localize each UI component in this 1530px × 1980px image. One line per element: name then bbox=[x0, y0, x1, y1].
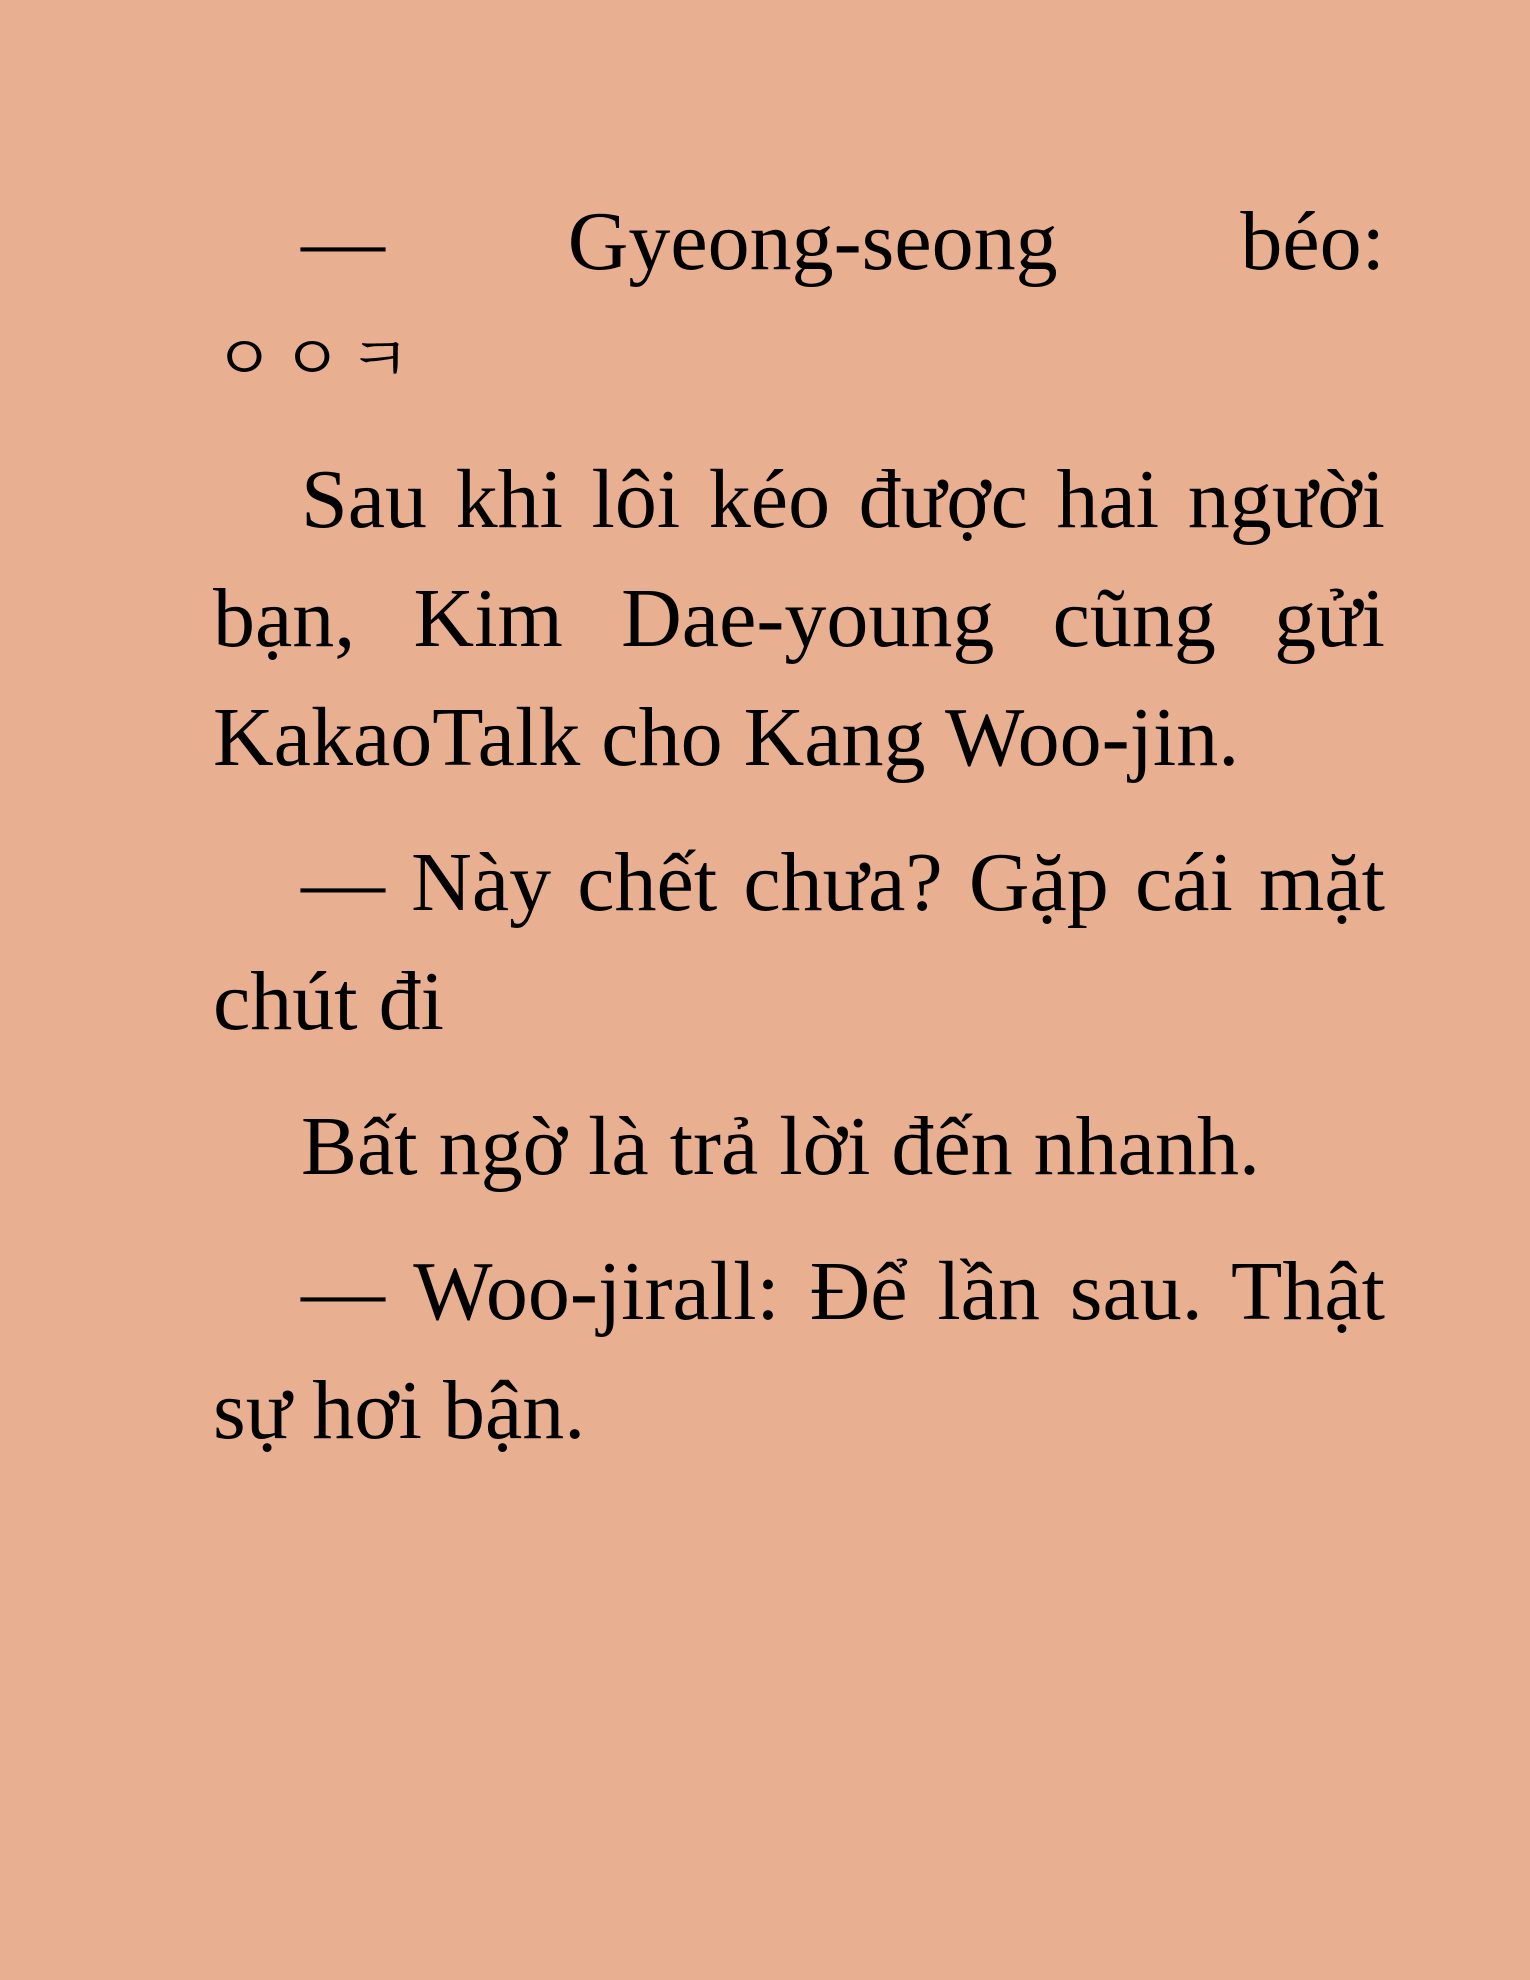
dialogue-dash: — bbox=[301, 195, 385, 288]
chat-message-text: ㅇㅇㅋ bbox=[213, 323, 417, 397]
spacer bbox=[213, 420, 1385, 440]
chat-header-line bbox=[213, 182, 1385, 301]
chat-message-woo-jirall: — Woo-jirall: Để lần sau. Thật sự hơi bận. bbox=[213, 1245, 1385, 1457]
chat-sender-name: Gyeong-seong bbox=[567, 195, 1058, 288]
chat-message-kim-dae-young: — Này chết chưa? Gặp cái mặt chút đi bbox=[213, 836, 1385, 1048]
narration-paragraph: Sau khi lôi kéo được hai người bạn, Kim Dae-young cũng gửi KakaoTalk cho Kang Woo-jin. bbox=[213, 453, 1385, 784]
chat-sender-suffix: béo: bbox=[1240, 195, 1385, 288]
document-page bbox=[213, 182, 1385, 1496]
narration-paragraph-reply: Bất ngờ là trả lời đến nhanh. bbox=[301, 1100, 1260, 1193]
chat-message-gyeong-seong bbox=[213, 182, 1385, 420]
